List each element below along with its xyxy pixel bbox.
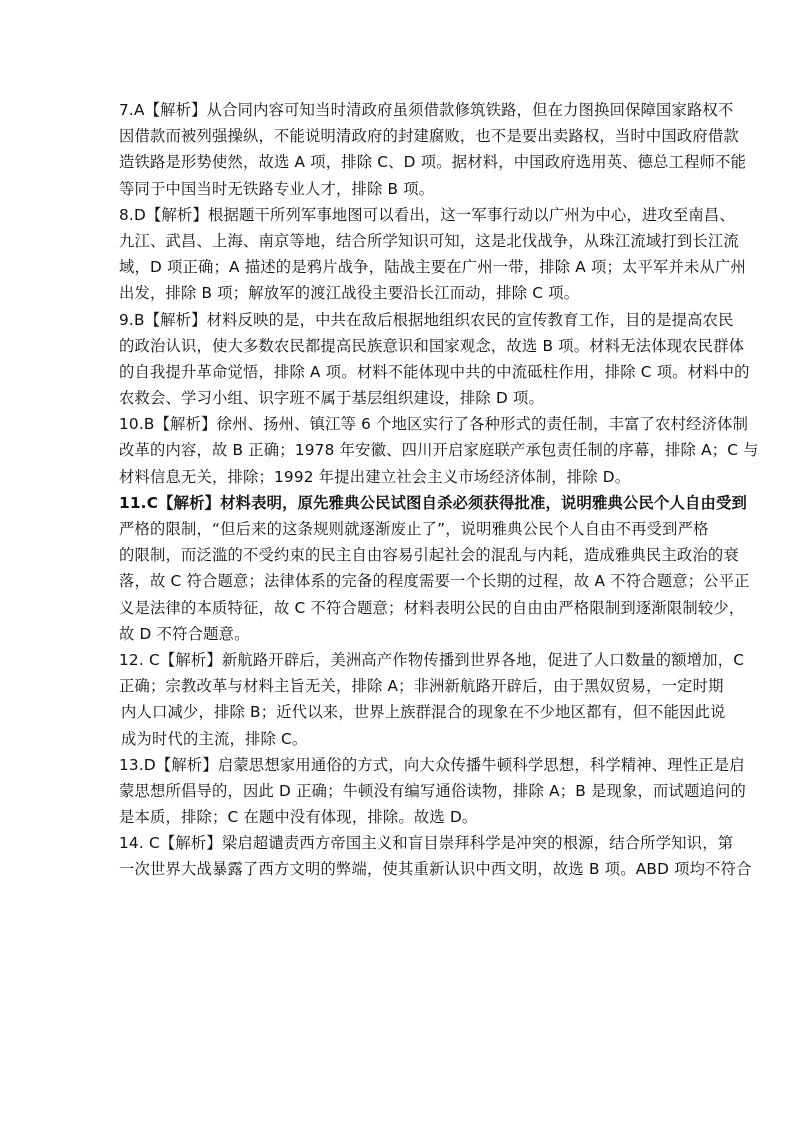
answer-9 xyxy=(119,307,750,412)
answer-line: 出发，排除 B 项；解放军的渡江战役主要沿长江而动，排除 C 项。 xyxy=(119,284,580,303)
answer-13 xyxy=(119,752,746,831)
answer-line: 9.B【解析】材料反映的是，中共在敌后根据地组织农民的宣传教育工作，目的是提高农民 xyxy=(119,310,734,329)
answer-line: 改革的内容，故 B 正确；1978 年安徽、四川开启家庭联产承包责任制的序幕，排除 A；C 与 xyxy=(119,441,759,460)
answer-line: 因借款而被列强操纵，不能说明清政府的封建腐败，也不是要出卖路权，当时中国政府借款 xyxy=(119,127,739,146)
answer-line: 11.C【解析】材料表明，原先雅典公民试图自杀必须获得批准，说明雅典公民个人自由受到 xyxy=(119,493,748,512)
answer-line: 13.D【解析】启蒙思想家用通俗的方式，向大众传播牛顿科学思想，科学精神、理性正是启 xyxy=(119,755,745,774)
answer-line: 等同于中国当时无铁路专业人才，排除 B 项。 xyxy=(119,179,435,198)
answer-line: 严格的限制，“但后来的这条规则就逐渐废止了”，说明雅典公民个人自由不再受到严格 xyxy=(119,520,709,538)
answer-10 xyxy=(119,411,759,490)
answer-line: 一次世界大战暴露了西方文明的弊端，使其重新认识中西文明，故选 B 项。ABD 项均不符合 xyxy=(119,860,752,879)
answer-line: 14. C【解析】梁启超谴责西方帝国主义和盲目崇拜科学是冲突的根源，结合所学知识，第 xyxy=(119,834,734,853)
answer-line: 义是法律的本质特征，故 C 不符合题意；材料表明公民的自由由严格限制到逐渐限制较少， xyxy=(119,598,745,617)
answer-14 xyxy=(119,830,752,882)
answer-line: 是本质，排除；C 在题中没有体现，排除。故选 D。 xyxy=(119,808,478,827)
answer-12 xyxy=(119,647,745,752)
answer-7 xyxy=(119,97,747,202)
answer-line: 内人口减少，排除 B；近代以来，世界上族群混合的现象在不少地区都有，但不能因此说 xyxy=(121,703,726,722)
answer-line: 的政治认识，使大多数农民都提高民族意识和国家观念，故选 B 项。材料无法体现农民群体 xyxy=(119,336,745,355)
answer-line: 的自我提升革命觉悟，排除 A 项。材料不能体现中共的中流砥柱作用，排除 C 项。材料中的 xyxy=(119,362,750,381)
answer-line: 域，D 项正确；A 描述的是鸦片战争，陆战主要在广州一带，排除 A 项；太平军并未从广州 xyxy=(119,258,746,277)
answer-explanations xyxy=(119,97,759,883)
answer-line: 蒙思想所倡导的，因此 D 正确；牛顿没有编写通俗读物，排除 A；B 是现象，而试题追问的 xyxy=(119,781,746,800)
answer-11 xyxy=(119,490,750,647)
answer-line: 的限制，而泛滥的不受约束的民主自由容易引起社会的混乱与内耗，造成雅典民主政治的衰 xyxy=(119,546,739,565)
answer-8 xyxy=(119,202,746,307)
answer-line: 8.D【解析】根据题干所列军事地图可以看出，这一军事行动以广州为中心，进攻至南昌、 xyxy=(119,205,735,224)
answer-line: 农救会、学习小组、识字班不属于基层组织建设，排除 D 项。 xyxy=(119,389,545,408)
answer-line: 12. C【解析】新航路开辟后，美洲高产作物传播到世界各地，促进了人口数量的额增加，C xyxy=(119,650,745,669)
answer-line: 成为时代的主流，排除 C。 xyxy=(121,729,308,748)
answer-line: 九江、武昌、上海、南京等地，结合所学知识可知，这是北伐战争，从珠江流域打到长江流 xyxy=(119,231,739,250)
answer-line: 10.B【解析】徐州、扬州、镇江等 6 个地区实行了各种形式的责任制，丰富了农村经济体制 xyxy=(119,415,749,434)
answer-line: 造铁路是形势使然，故选 A 项，排除 C、D 项。据材料，中国政府选用英、德总工程师不能 xyxy=(119,153,747,172)
answer-line: 正确；宗教改革与材料主旨无关，排除 A；非洲新航路开辟后，由于黑奴贸易，一定时期 xyxy=(119,677,724,696)
answer-line: 7.A【解析】从合同内容可知当时清政府虽须借款修筑铁路，但在力图换回保障国家路权不 xyxy=(119,101,734,119)
answer-line: 落，故 C 符合题意；法律体系的完备的程度需要一个长期的过程，故 A 不符合题意；公平正 xyxy=(119,572,750,591)
answer-line: 故 D 不符合题意。 xyxy=(119,624,250,643)
answer-line: 材料信息无关，排除；1992 年提出建立社会主义市场经济体制，排除 D。 xyxy=(119,467,631,486)
